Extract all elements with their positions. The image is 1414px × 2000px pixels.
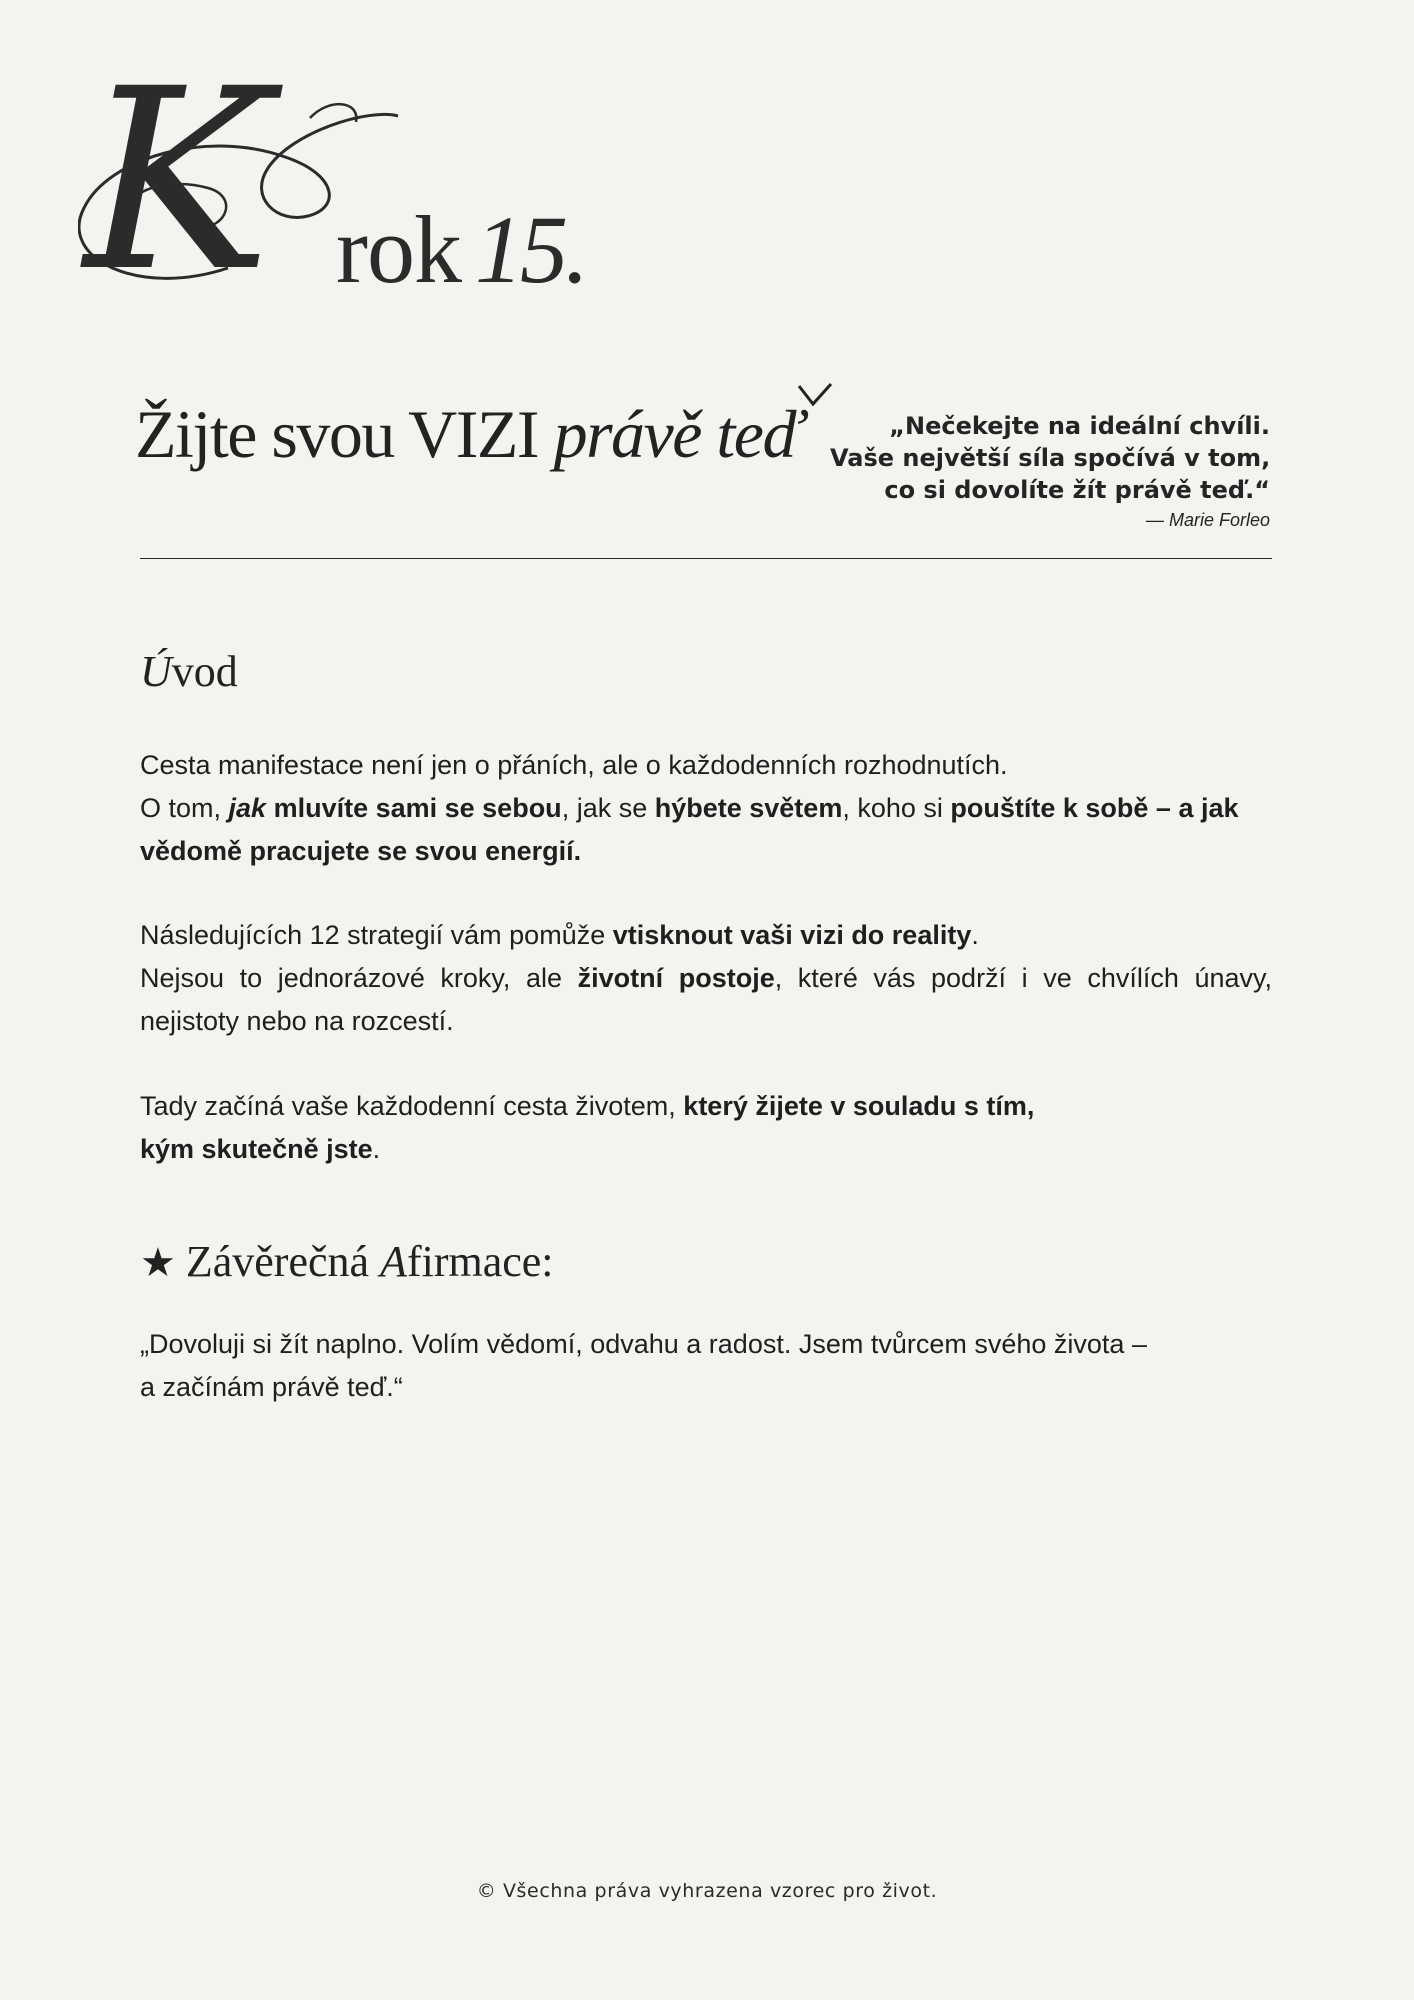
affirmation-heading-a: Závěrečná xyxy=(185,1237,381,1286)
intro-p1-jak: jak xyxy=(228,793,267,823)
intro-p1-text-a: O tom, xyxy=(140,793,229,823)
quote-author: — Marie Forleo xyxy=(1145,510,1270,530)
affirmation-heading xyxy=(140,1237,554,1286)
intro-heading-rest: vod xyxy=(171,647,238,696)
intro-p1-bold-2: hýbete světem xyxy=(654,793,843,823)
intro-p2-text-c: Nejsou to jednorázové kroky, ale xyxy=(140,963,578,993)
intro-p2-text-a: Následujících 12 strategií vám pomůže xyxy=(140,920,613,950)
footer-copyright: © Všechna práva vyhrazena vzorec pro život. xyxy=(476,1880,938,1902)
intro-p1-bold-1: mluvíte sami se sebou xyxy=(266,793,562,823)
intro-p1-text-b: , jak se xyxy=(561,793,655,823)
affirmation-heading-initial: A xyxy=(380,1237,407,1286)
step-initial-k: K xyxy=(84,35,267,326)
quote-line-2: Vaše největší síla spočívá v tom, xyxy=(830,444,1271,472)
subtitle-regular: Žijte svou VIZI xyxy=(135,396,554,472)
step-word-rok: rok xyxy=(336,196,461,303)
intro-p2-bold-2: životní postoje xyxy=(577,963,775,993)
intro-p2-bold-1: vtisknout vaši vizi do reality xyxy=(612,920,972,950)
affirmation-line-1: „Dovoluji si žít naplno. Volím vědomí, odvahu a radost. Jsem tvůrcem svého života – xyxy=(140,1329,1147,1359)
intro-paragraph-3 xyxy=(140,1085,1272,1171)
affirmation-text xyxy=(140,1323,1272,1409)
intro-p1-text-c: , koho si xyxy=(842,793,951,823)
section-subtitle xyxy=(135,396,803,472)
step-word xyxy=(336,196,586,303)
step-title xyxy=(84,35,644,326)
intro-p1-sentence-1: Cesta manifestace není jen o přáních, ale o každodenních rozhodnutích. xyxy=(140,750,1008,780)
quote-block xyxy=(830,410,1270,532)
star-icon: ★ xyxy=(140,1240,176,1286)
step-number: 15. xyxy=(474,196,586,303)
quote-line-1: „Nečekejte na ideální chvíli. xyxy=(889,412,1270,440)
intro-p3-text-a: Tady začíná vaše každodenní cesta životem, xyxy=(140,1091,684,1121)
intro-heading-initial: Ú xyxy=(140,647,172,696)
caron-ornament xyxy=(795,382,835,412)
divider-line xyxy=(140,558,1272,559)
intro-p3-text-b: . xyxy=(372,1134,381,1164)
affirmation-line-2: a začínám právě teď.“ xyxy=(140,1372,403,1402)
quote-line-3: co si dovolíte žít právě teď.“ xyxy=(884,476,1270,504)
intro-paragraph-2 xyxy=(140,914,1272,1043)
intro-p3-bold-1: který žijete v souladu s tím, xyxy=(683,1091,1035,1121)
intro-p3-bold-2: kým skutečně jste xyxy=(140,1134,373,1164)
intro-p1-bold-3: pouštíte k sobě – a jak vědomě pracujete se svou energií. xyxy=(140,793,1239,866)
intro-heading xyxy=(140,647,238,696)
intro-p2-text-b: . xyxy=(971,920,979,950)
intro-p2-text-d: , které vás podrží i ve chvílích únavy, nejistoty nebo na rozcestí. xyxy=(140,963,1272,1036)
subtitle-italic: právě teď xyxy=(553,396,803,472)
affirmation-heading-b: firmace: xyxy=(406,1237,554,1286)
intro-paragraph-1 xyxy=(140,744,1272,873)
